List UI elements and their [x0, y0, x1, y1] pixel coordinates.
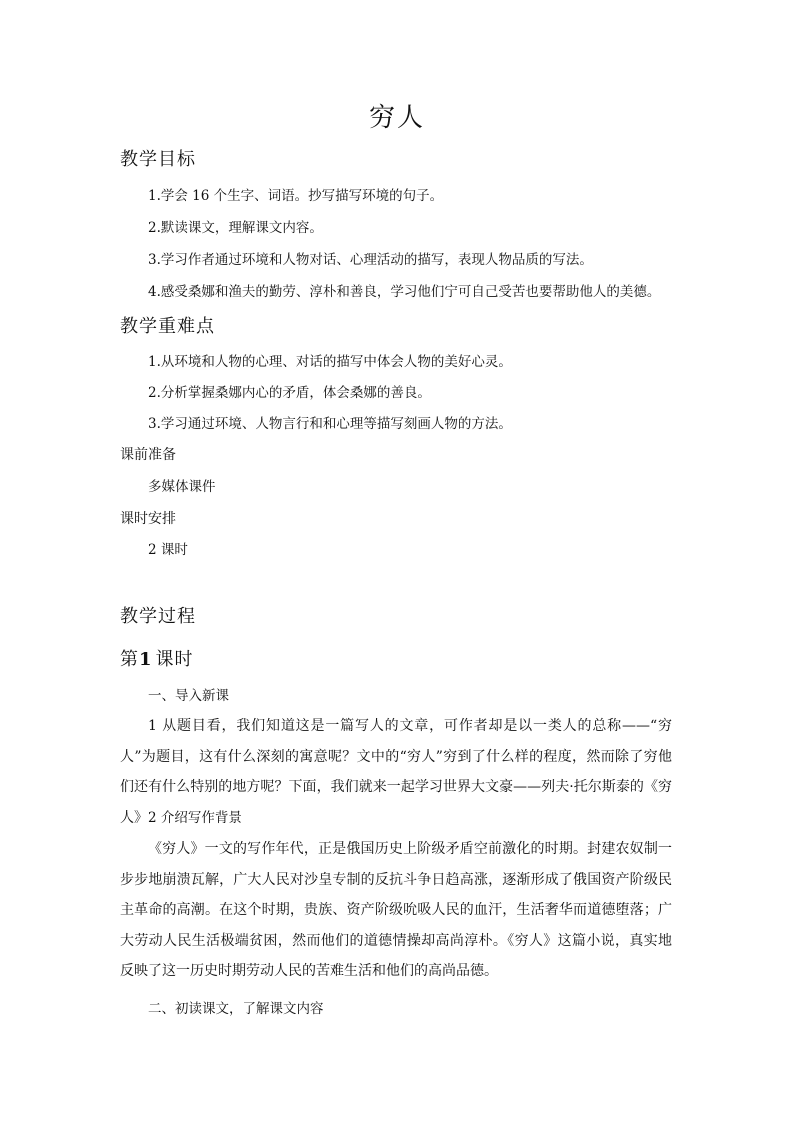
key-points-heading: 教学重难点	[120, 316, 215, 337]
preparation-value: 多媒体课件	[148, 479, 216, 495]
process-heading: 教学过程	[120, 606, 196, 627]
objective-item-3: 3.学习作者通过环境和人物对话、心理活动的描写，表现人物品质的写法。	[148, 252, 593, 268]
intro-paragraph: 1 从题目看，我们知道这是一篇写人的文章，可作者却是以一类人的总称——“穷人”为题目，这有什么深刻的寓意呢？文中的“穷人”穷到了什么样的程度，然而除了穷他们还有什么特别的地方呢？下面，我们就来一起学习世界大文豪——列夫·托尔斯泰的《穷人》	[120, 718, 672, 826]
schedule-label: 课时安排	[120, 511, 176, 527]
lesson-prefix: 第	[120, 649, 139, 670]
lesson-heading	[120, 648, 194, 672]
key-point-item-2: 2.分析掌握桑娜内心的矛盾，体会桑娜的善良。	[148, 385, 431, 401]
key-point-item-1: 1.从环境和人物的心理、对话的描写中体会人物的美好心灵。	[148, 354, 512, 370]
schedule-value: 2 课时	[148, 542, 188, 558]
page-title: 穷人	[368, 103, 425, 133]
key-point-item-3: 3.学习通过环境、人物言行和和心理等描写刻画人物的方法。	[148, 416, 512, 432]
section-2-heading: 二、初读课文，了解课文内容	[148, 1001, 324, 1017]
objective-item-4: 4.感受桑娜和渔夫的勤劳、淳朴和善良，学习他们宁可自己受苦也要帮助他人的美德。	[148, 284, 661, 300]
preparation-label: 课前准备	[120, 447, 176, 463]
objective-item-2: 2.默读课文，理解课文内容。	[148, 220, 323, 236]
objective-item-1: 1.学会 16 个生字、词语。抄写描写环境的句子。	[148, 188, 444, 204]
section-1-heading: 一、导入新课	[148, 688, 229, 704]
lesson-suffix: 课时	[155, 649, 194, 670]
lesson-number: 1	[139, 649, 153, 670]
background-label: 2 介绍写作背景	[148, 810, 242, 826]
objectives-heading: 教学目标	[120, 149, 196, 170]
background-paragraph: 《穷人》一文的写作年代，正是俄国历史上阶级矛盾空前激化的时期。封建农奴制一步步地崩溃瓦解，广大人民对沙皇专制的反抗斗争日趋高涨，逐渐形成了俄国资产阶级民主革命的高潮。在这个时期，贵族、资产阶级吮吸人民的血汗，生活奢华而道德堕落；广大劳动人民生活极端贫困，然而他们的道德情操却高尚淳朴。《穷人》这篇小说，真实地反映了这一历史时期劳动人民的苦难生活和他们的高尚品德。	[120, 841, 672, 979]
